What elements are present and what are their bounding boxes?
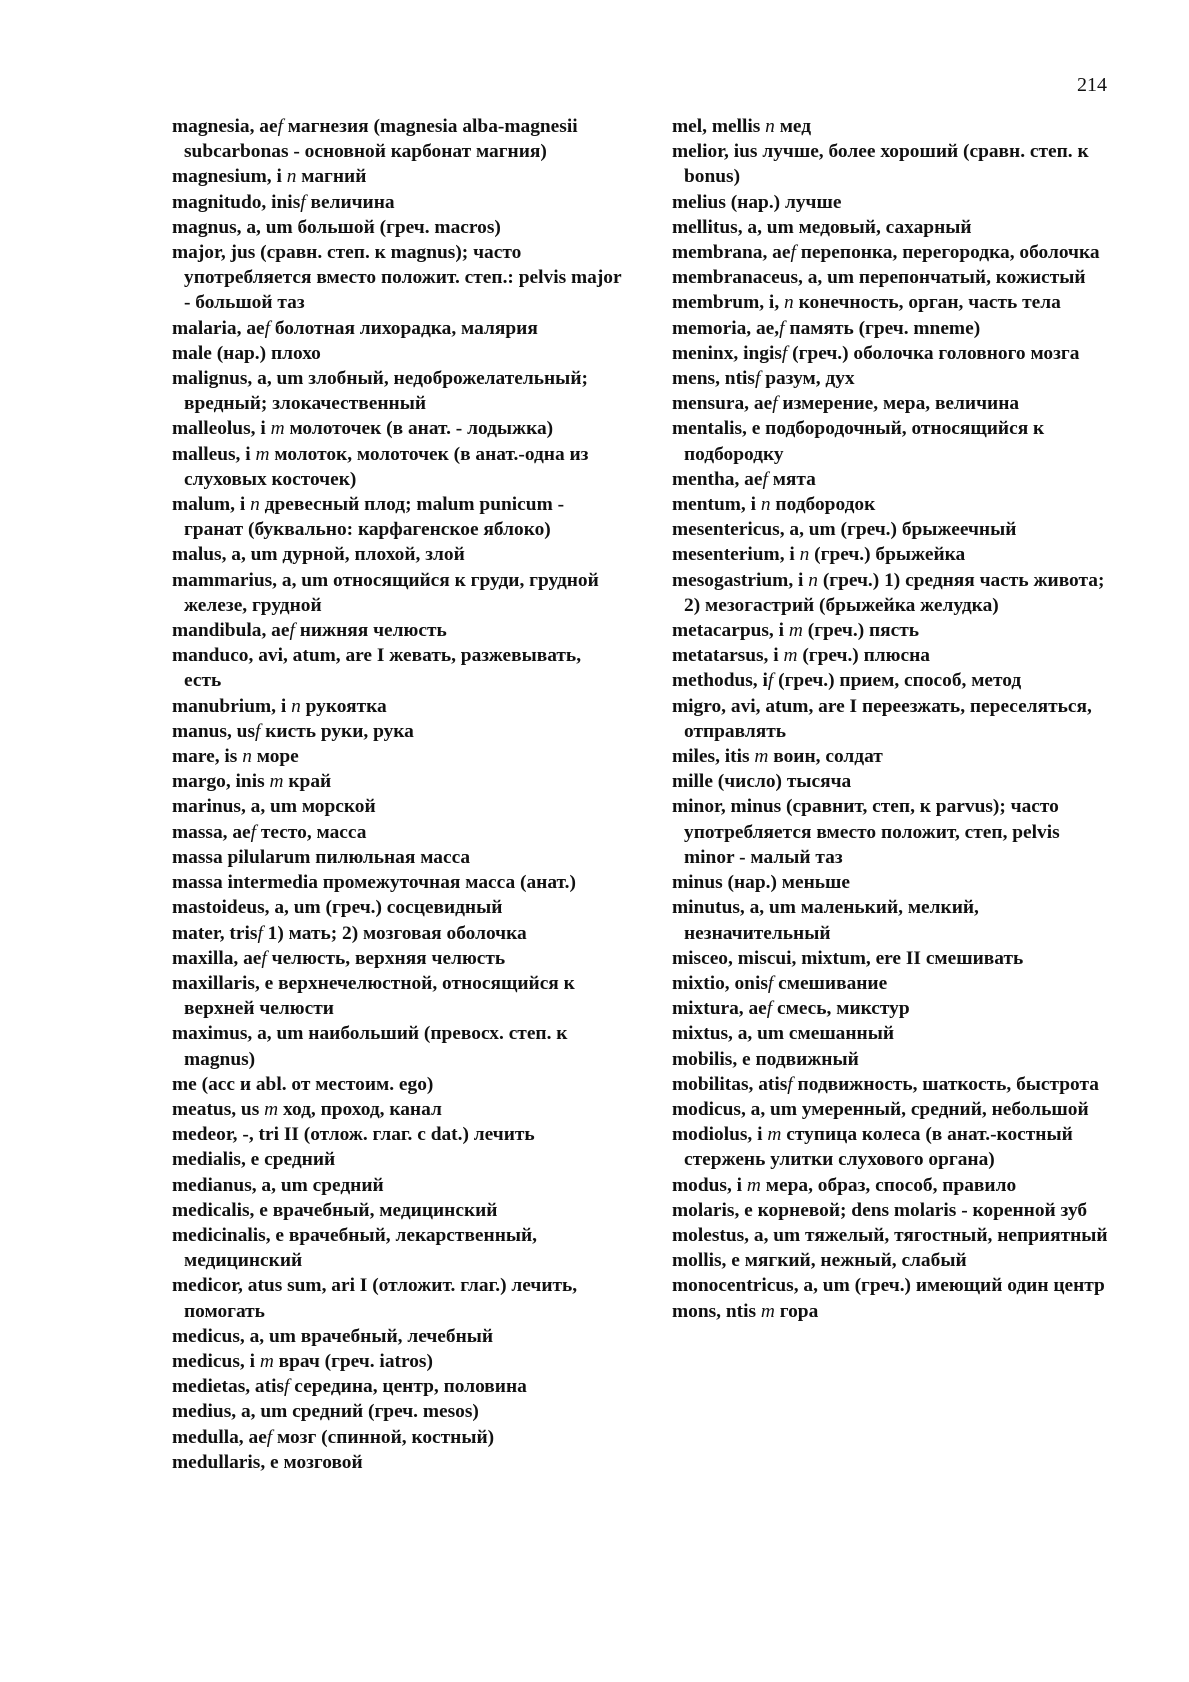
entry-translation: 1) мать; 2) мозговая оболочка: [262, 922, 527, 944]
entry-gender: f: [779, 317, 785, 339]
entry-headword: mixtus, a, um смешанный: [672, 1023, 895, 1045]
entry-headword: magnesia, ae: [172, 116, 278, 137]
dictionary-entry: [672, 1122, 1112, 1172]
entry-translation: мера, образ, способ, правило: [760, 1174, 1017, 1196]
entry-headword: metacarpus, i: [672, 620, 789, 642]
entry-gender: n: [242, 746, 252, 768]
entry-headword: medietas, atis: [172, 1376, 285, 1398]
entry-headword: miles, itis: [672, 746, 755, 768]
entry-headword: male (нар.) плохо: [172, 342, 321, 364]
dictionary-entry: [172, 820, 622, 845]
entry-gender: n: [291, 695, 301, 717]
entry-translation: (греч.) пясть: [802, 620, 920, 642]
left-column: [172, 114, 622, 1475]
entry-translation: молоточек (в анат. - лодыжка): [284, 418, 554, 440]
entry-translation: нижняя челюсть: [294, 620, 447, 642]
page-number: 214: [1077, 74, 1107, 96]
entry-translation: смешивание: [773, 972, 888, 994]
entry-translation: край: [283, 771, 332, 793]
dictionary-entry: [172, 845, 622, 870]
entry-headword: medicus, i: [172, 1350, 260, 1372]
entry-headword: medeor, -, tri II (отлож. глаг. с dat.) лечить: [172, 1124, 535, 1146]
entry-gender: f: [790, 242, 796, 264]
dictionary-entry: [172, 971, 622, 1021]
dictionary-entry: [672, 542, 1112, 567]
entry-gender: n: [286, 166, 297, 188]
entry-translation: ступица колеса (в анат.-костный стержень улитки слухового органа): [684, 1124, 1073, 1171]
dictionary-entry: [172, 895, 622, 920]
entry-gender: m: [255, 443, 270, 465]
entry-headword: modus, i: [672, 1174, 747, 1196]
dictionary-entry: [672, 416, 1112, 466]
entry-headword: malum, i: [172, 494, 251, 516]
entry-gender: f: [257, 922, 263, 944]
dictionary-entry: [672, 668, 1112, 693]
entry-gender: f: [264, 317, 271, 339]
dictionary-entry: [672, 190, 1112, 215]
entry-headword: membranaceus, a, um перепончатый, кожистый: [672, 267, 1086, 289]
entry-headword: modiolus, i: [672, 1124, 768, 1146]
entry-translation: врач (греч. iatros): [273, 1350, 433, 1372]
dictionary-entry: [172, 1324, 622, 1349]
entry-headword: maxillaris, e верхнечелюстной, относящийся к верхней челюсти: [172, 972, 575, 1020]
entry-gender: m: [760, 1300, 775, 1322]
entry-translation: магний: [296, 166, 367, 188]
entry-gender: m: [754, 746, 769, 768]
entry-gender: m: [259, 1350, 274, 1372]
entry-headword: mellitus, a, um медовый, сахарный: [672, 216, 972, 238]
dictionary-entry: [672, 341, 1112, 366]
entry-gender: f: [787, 1073, 793, 1095]
entry-gender: f: [754, 368, 761, 390]
entry-gender: f: [767, 670, 774, 692]
dictionary-entry: [172, 1072, 622, 1097]
dictionary-entry: [172, 946, 622, 971]
entry-translation: (греч.) прием, способ, метод: [773, 670, 1022, 692]
dictionary-entry: [672, 996, 1112, 1021]
entry-headword: massa intermedia промежуточная масса (анат.): [172, 872, 576, 894]
dictionary-entry: [672, 391, 1112, 416]
entry-translation: мозг (спинной, костный): [272, 1426, 495, 1448]
dictionary-entry: [672, 139, 1112, 189]
entry-headword: membrana, ae: [672, 242, 791, 264]
entry-headword: minus (нар.) меньше: [672, 872, 850, 894]
entry-translation: мед: [774, 116, 812, 137]
dictionary-entry: [172, 1173, 622, 1198]
dictionary-entry: [172, 568, 622, 618]
entry-translation: (греч.) брыжейка: [809, 544, 966, 566]
entry-gender: f: [261, 947, 267, 969]
dictionary-entry: [672, 946, 1112, 971]
dictionary-entry: [672, 240, 1112, 265]
dictionary-entry: [172, 1450, 622, 1475]
entry-headword: mentalis, e подбородочный, относящийся к подбородку: [672, 418, 1045, 465]
dictionary-entry: [672, 971, 1112, 996]
entry-gender: m: [746, 1174, 761, 1196]
dictionary-entry: [672, 492, 1112, 517]
entry-translation: память (греч. mneme): [784, 317, 981, 339]
dictionary-entry: [672, 643, 1112, 668]
dictionary-entry: [672, 1299, 1112, 1324]
entry-headword: malleolus, i: [172, 418, 271, 440]
entry-gender: f: [266, 1426, 273, 1448]
entry-headword: mammarius, a, um относящийся к груди, грудной железе, грудной: [172, 569, 599, 616]
entry-headword: mandibula, ae: [172, 620, 290, 642]
entry-headword: molestus, a, um тяжелый, тягостный, неприятный: [672, 1224, 1108, 1246]
entry-headword: medullaris, e мозговой: [172, 1451, 363, 1473]
entry-headword: melior, ius лучше, более хороший (сравн. степ. к bonus): [672, 141, 1089, 188]
entry-translation: ход, проход, канал: [278, 1098, 442, 1120]
entry-headword: mobilitas, atis: [672, 1073, 788, 1095]
dictionary-entry: [672, 467, 1112, 492]
entry-translation: (греч.) плюсна: [797, 645, 930, 667]
entry-translation: мята: [767, 468, 816, 490]
dictionary-entry: [172, 1147, 622, 1172]
dictionary-entry: [672, 114, 1112, 139]
dictionary-entry: [172, 366, 622, 416]
dictionary-entry: [672, 366, 1112, 391]
dictionary-entry: [672, 1273, 1112, 1298]
entry-headword: mens, ntis: [672, 368, 755, 390]
dictionary-entry: [172, 719, 622, 744]
dictionary-entry: [172, 744, 622, 769]
entry-headword: maxilla, ae: [172, 947, 262, 969]
entry-translation: челюсть, верхняя челюсть: [266, 947, 506, 969]
dictionary-entry: [672, 290, 1112, 315]
entry-gender: m: [767, 1124, 782, 1146]
dictionary-entry: [172, 1399, 622, 1424]
entry-gender: f: [766, 998, 773, 1020]
entry-headword: medicus, a, um врачебный, лечебный: [172, 1325, 494, 1347]
dictionary-entry: [172, 618, 622, 643]
entry-headword: maximus, a, um наибольший (превосх. степ. к magnus): [172, 1023, 568, 1070]
entry-headword: manus, us: [172, 720, 255, 742]
dictionary-entry: [672, 215, 1112, 240]
entry-gender: f: [762, 468, 768, 490]
entry-translation: подбородок: [770, 494, 876, 516]
entry-gender: m: [269, 771, 284, 793]
entry-headword: meninx, ingis: [672, 342, 782, 364]
dictionary-entry: [672, 794, 1112, 870]
entry-translation: молоток, молоточек (в анат.-одна из слуховых косточек): [184, 443, 589, 490]
dictionary-entry: [672, 895, 1112, 945]
entry-headword: malus, a, um дурной, плохой, злой: [172, 544, 465, 566]
entry-headword: melius (нар.) лучше: [672, 191, 842, 213]
entry-translation: гора: [774, 1300, 819, 1322]
dictionary-entry: [172, 542, 622, 567]
entry-gender: f: [284, 1376, 290, 1398]
entry-headword: memoria, ae,: [672, 317, 780, 339]
entry-gender: m: [788, 620, 803, 642]
entry-headword: mater, tris: [172, 922, 258, 944]
entry-headword: mixtura, ae: [672, 998, 767, 1020]
dictionary-entry: [672, 1223, 1112, 1248]
entry-translation: перепонка, перегородка, оболочка: [795, 242, 1100, 264]
dictionary-entry: [172, 1198, 622, 1223]
entry-headword: mare, is: [172, 746, 243, 768]
entry-gender: n: [250, 494, 260, 516]
entry-headword: medulla, ae: [172, 1426, 267, 1448]
entry-headword: mobilis, e подвижный: [672, 1048, 859, 1070]
entry-translation: середина, центр, половина: [289, 1376, 527, 1398]
entry-headword: magnesium, i: [172, 166, 287, 188]
entry-headword: molaris, e корневой; dens molaris - коренной зуб: [672, 1199, 1088, 1221]
dictionary-entry: [672, 517, 1112, 542]
dictionary-entry: [172, 442, 622, 492]
entry-translation: воин, солдат: [768, 746, 883, 768]
dictionary-entry: [172, 416, 622, 441]
entry-headword: mentum, i: [672, 494, 761, 516]
entry-headword: mesenterium, i: [672, 544, 800, 566]
entry-translation: смесь, микстур: [772, 998, 910, 1020]
entry-translation: (греч.) 1) средняя часть живота; 2) мезогастрий (брыжейка желудка): [684, 569, 1105, 616]
entry-gender: f: [255, 720, 261, 742]
entry-headword: monocentricus, a, um (греч.) имеющий один центр: [672, 1275, 1105, 1297]
entry-headword: massa pilularum пилюльная масса: [172, 846, 471, 868]
entry-translation: измерение, мера, величина: [777, 393, 1020, 415]
dictionary-entry: [672, 1097, 1112, 1122]
dictionary-entry: [172, 1273, 622, 1323]
entry-translation: конечность, орган, часть тела: [793, 292, 1061, 314]
entry-headword: mixtio, onis: [672, 972, 768, 994]
entry-headword: mastoideus, a, um (греч.) сосцевидный: [172, 897, 503, 919]
dictionary-entry: [172, 341, 622, 366]
entry-translation: подвижность, шаткость, быстрота: [792, 1073, 1099, 1095]
dictionary-entry: [672, 265, 1112, 290]
dictionary-entry: [672, 769, 1112, 794]
dictionary-entry: [172, 1374, 622, 1399]
entry-headword: massa, ae: [172, 821, 251, 843]
entry-translation: тесто, масса: [256, 821, 367, 843]
entry-gender: f: [289, 620, 295, 642]
dictionary-entry: [672, 1248, 1112, 1273]
dictionary-entry: [172, 316, 622, 341]
dictionary-entry: [672, 744, 1112, 769]
dictionary-entry: [172, 1021, 622, 1071]
entry-headword: mons, ntis: [672, 1300, 761, 1322]
entry-headword: metatarsus, i: [672, 645, 784, 667]
entry-gender: m: [783, 645, 798, 667]
entry-headword: medialis, e средний: [172, 1149, 336, 1171]
entry-headword: membrum, i,: [672, 292, 785, 314]
entry-headword: medicalis, e врачебный, медицинский: [172, 1199, 498, 1221]
entry-headword: medius, a, um средний (греч. mesos): [172, 1401, 479, 1423]
dictionary-entry: [172, 492, 622, 542]
entry-gender: f: [772, 393, 778, 415]
entry-translation: разум, дух: [760, 368, 855, 390]
entry-headword: medicor, atus sum, ari I (отложит. глаг.) лечить, помогать: [172, 1275, 578, 1322]
entry-translation: магнезия (magnesia alba-magnesii subcarbonas - основной карбонат магния): [184, 116, 578, 163]
entry-translation: болотная лихорадка, малярия: [270, 317, 538, 339]
entry-headword: me (acc и abl. от местоим. ego): [172, 1073, 434, 1095]
entry-headword: minor, minus (сравнит, степ, к parvus); часто употребляется вместо положит, степ, pelvis minor - малый таз: [672, 796, 1060, 868]
entry-headword: minutus, a, um маленький, мелкий, незначительный: [672, 897, 979, 944]
entry-headword: manduco, avi, atum, are I жевать, разжевывать, есть: [172, 645, 582, 692]
entry-gender: m: [264, 1098, 279, 1120]
dictionary-entry: [672, 694, 1112, 744]
entry-headword: major, jus (сравн. степ. к magnus); часто употребляется вместо положит. степ.: pelvis major - большой таз: [172, 242, 622, 314]
dictionary-entry: [172, 240, 622, 316]
entry-translation: рукоятка: [300, 695, 387, 717]
entry-headword: magnus, a, um большой (греч. macros): [172, 216, 501, 238]
entry-translation: древесный плод; malum punicum - гранат (буквально: карфагенское яблоко): [184, 494, 565, 541]
dictionary-entry: [172, 215, 622, 240]
dictionary-entry: [672, 568, 1112, 618]
entry-headword: medicinalis, e врачебный, лекарственный, медицинский: [172, 1224, 538, 1272]
entry-headword: mesentericus, a, um (греч.) брыжеечный: [672, 519, 1017, 541]
entry-headword: methodus, i: [672, 670, 768, 692]
entry-gender: f: [767, 972, 774, 994]
entry-gender: n: [765, 116, 775, 137]
dictionary-entry: [172, 794, 622, 819]
dictionary-entry: [672, 1198, 1112, 1223]
dictionary-entry: [672, 1072, 1112, 1097]
entry-gender: n: [808, 569, 818, 591]
right-column: [672, 114, 1112, 1324]
entry-headword: meatus, us: [172, 1098, 265, 1120]
dictionary-entry: [172, 769, 622, 794]
dictionary-entry: [172, 190, 622, 215]
entry-headword: mesogastrium, i: [672, 569, 809, 591]
entry-translation: величина: [305, 191, 395, 213]
dictionary-entry: [172, 643, 622, 693]
entry-headword: manubrium, i: [172, 695, 292, 717]
dictionary-entry: [172, 1223, 622, 1273]
entry-gender: f: [250, 821, 257, 843]
entry-gender: n: [799, 544, 810, 566]
entry-headword: mentha, ae: [672, 468, 763, 490]
entry-headword: malignus, a, um злобный, недоброжелательный; вредный; злокачественный: [172, 368, 588, 415]
entry-gender: f: [300, 191, 306, 213]
entry-headword: mille (число) тысяча: [672, 771, 852, 793]
dictionary-entry: [672, 618, 1112, 643]
dictionary-entry: [172, 1097, 622, 1122]
entry-headword: medianus, a, um средний: [172, 1174, 384, 1196]
entry-gender: f: [277, 116, 283, 137]
entry-translation: (греч.) оболочка головного мозга: [787, 342, 1080, 364]
entry-headword: mensura, ae: [672, 393, 773, 415]
entry-gender: n: [760, 494, 771, 516]
entry-translation: кисть руки, рука: [260, 720, 414, 742]
entry-headword: mollis, e мягкий, нежный, слабый: [672, 1250, 967, 1272]
dictionary-entry: [672, 316, 1112, 341]
dictionary-entry: [172, 694, 622, 719]
entry-headword: margo, inis: [172, 771, 270, 793]
dictionary-entry: [172, 921, 622, 946]
dictionary-entry: [172, 1425, 622, 1450]
entry-gender: n: [784, 292, 794, 314]
entry-headword: migro, avi, atum, are I переезжать, переселяться, отправлять: [672, 695, 1092, 742]
dictionary-entry: [172, 1349, 622, 1374]
entry-headword: marinus, a, um морской: [172, 796, 376, 818]
entry-headword: misceo, miscui, mixtum, ere II смешивать: [672, 947, 1024, 969]
entry-gender: m: [270, 418, 285, 440]
entry-headword: modicus, a, um умеренный, средний, небольшой: [672, 1098, 1089, 1120]
dictionary-entry: [172, 1122, 622, 1147]
dictionary-entry: [172, 114, 622, 164]
dictionary-entry: [672, 1021, 1112, 1046]
entry-headword: malleus, i: [172, 443, 256, 465]
dictionary-entry: [672, 1047, 1112, 1072]
entry-gender: f: [781, 342, 788, 364]
entry-headword: mel, mellis: [672, 116, 766, 137]
dictionary-entry: [672, 1173, 1112, 1198]
dictionary-entry: [172, 164, 622, 189]
entry-headword: magnitudo, inis: [172, 191, 301, 213]
entry-headword: malaria, ae: [172, 317, 265, 339]
entry-translation: море: [251, 746, 299, 768]
dictionary-entry: [172, 870, 622, 895]
dictionary-entry: [672, 870, 1112, 895]
